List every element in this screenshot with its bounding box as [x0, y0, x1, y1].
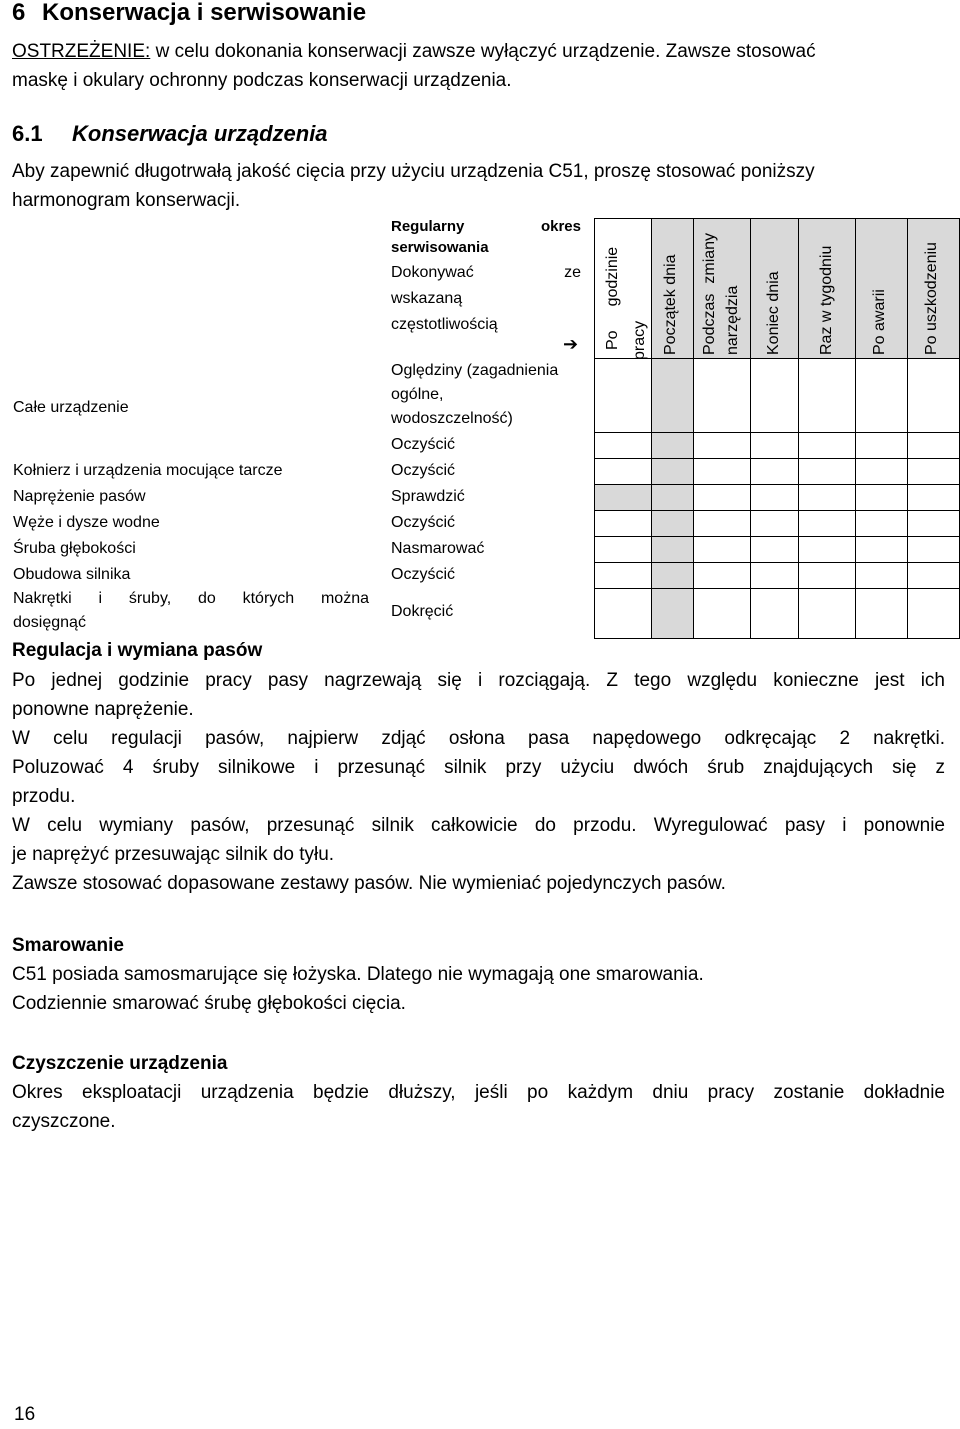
- intro-line-2: harmonogram konserwacji.: [12, 190, 241, 211]
- arrow-right-icon: ➔: [563, 334, 579, 354]
- subsection-title: Konserwacja urządzenia: [72, 121, 328, 146]
- row-part-nakretki: Nakrętki i śruby, do których można dosięgnąć: [13, 590, 369, 631]
- header-l2: wskazaną: [391, 290, 463, 307]
- row-part: Naprężenie pasów: [13, 488, 146, 505]
- grid-line: [855, 218, 856, 639]
- header-l1-right: ze: [564, 264, 581, 281]
- grid-line: [594, 588, 960, 589]
- header-l1-left: Dokonywać: [391, 264, 474, 281]
- row-action: Dokręcić: [391, 603, 454, 620]
- grid-line: [594, 432, 960, 433]
- grid-line: [594, 218, 595, 639]
- col-header-po-godzinie-line1: Pogodzinie: [604, 246, 621, 350]
- shaded-cell: [651, 358, 693, 638]
- header-bold-left: Regularny: [391, 218, 465, 235]
- lubrication-paragraph: C51 posiada samosmarujące się łożyska. Dlatego nie wymagają one smarowania. Codziennie smarować śrubę głębokości cięcia.: [12, 964, 704, 1014]
- grid-line: [594, 484, 960, 485]
- row-action: Oczyścić: [391, 462, 455, 479]
- maintenance-table: [0, 0, 960, 660]
- shaded-cell: [594, 484, 651, 510]
- table-header-instruction: [391, 260, 581, 338]
- col-header-po-uszkodzeniu: Po uszkodzeniu: [923, 242, 940, 355]
- section-number: 6: [12, 0, 26, 26]
- row-action: Oczyścić: [391, 566, 455, 583]
- col-header-koniec-dnia: Koniec dnia: [765, 271, 782, 355]
- grid-line: [594, 562, 960, 563]
- row-action: Nasmarować: [391, 540, 485, 557]
- grid-line: [594, 638, 960, 639]
- grid-line: [750, 218, 751, 639]
- header-l3: częstotliwością: [391, 316, 498, 333]
- section-title: Konserwacja i serwisowanie: [42, 0, 367, 26]
- header-bold-line2: serwisowania: [391, 239, 489, 256]
- row-part-cale-urzadzenie: Całe urządzenie: [13, 399, 129, 416]
- warning-line-1: w celu dokonania konserwacji zawsze wyłączyć urządzenie. Zawsze stosować: [150, 41, 816, 62]
- row-action: Oczyścić: [391, 436, 455, 453]
- col-header-podczas-zmiany: Podczaszmiany: [701, 232, 718, 355]
- cleaning-paragraph: Okres eksploatacji urządzenia będzie dłuższy, jeśli po każdym dniu pracy zostanie dokładnie czyszczone.: [12, 1082, 945, 1132]
- subsection-number: 6.1: [12, 121, 43, 146]
- page-number: 16: [14, 1404, 36, 1425]
- row-action: Sprawdzić: [391, 488, 465, 505]
- regulation-paragraph: Po jednej godzinie pracy pasy nagrzewają się i rozciągają. Z tego względu konieczne jest ich ponowne naprężenie. W celu regulacji pasów, najpierw zdjąć osłona pasa napędowego odkręcając 2 nakrętki. Poluzować 4 śruby silnikowe i przesunąć silnik przy użyciu dwóch śrub znajdujących się z przodu. W celu wymiany pasów, przesunąć silnik całkowicie do przodu. Wyregulować pasy i ponownie je naprężyć przesuwając silnik do tyłu. Zawsze stosować dopasowane zestawy pasów. Nie wymieniać pojedynczych pasów.: [12, 670, 945, 894]
- grid-line: [594, 536, 960, 537]
- table-header-title: [391, 216, 581, 258]
- col-header-po-awarii: Po awarii: [871, 289, 888, 355]
- row-action-ogledziny: Oględziny (zagadnienia ogólne, wodoszczelność): [391, 362, 559, 427]
- col-header-raz-w-tygodniu: Raz w tygodniu: [818, 245, 835, 355]
- lubrication-heading: Smarowanie: [12, 935, 124, 956]
- grid-line: [594, 218, 960, 219]
- col-header-narzedzia: narzędzia: [724, 285, 741, 355]
- grid-line: [907, 218, 908, 639]
- col-header-clip: [630, 300, 652, 358]
- warning-line-2: maskę i okulary ochronny podczas konserwacji urządzenia.: [12, 70, 512, 91]
- warning-label: OSTRZEŻENIE:: [12, 41, 151, 62]
- col-header-po-godzinie-line2: pracy: [631, 320, 648, 360]
- grid-line: [594, 458, 960, 459]
- row-action: Oczyścić: [391, 514, 455, 531]
- grid-line: [594, 510, 960, 511]
- cleaning-heading: Czyszczenie urządzenia: [12, 1053, 228, 1074]
- regulation-heading: Regulacja i wymiana pasów: [12, 640, 263, 661]
- grid-line: [693, 218, 694, 639]
- col-header-poczatek-dnia: Początek dnia: [662, 254, 679, 355]
- row-part: Obudowa silnika: [13, 566, 131, 583]
- grid-line: [651, 218, 652, 639]
- header-bold-right: okres: [540, 218, 581, 235]
- grid-line: [798, 218, 799, 639]
- intro-line-1: Aby zapewnić długotrwałą jakość cięcia przy użyciu urządzenia C51, proszę stosować poniższy: [12, 161, 815, 182]
- row-part: Śruba głębokości: [13, 540, 136, 557]
- col-header-clip: [724, 218, 749, 358]
- row-part: Węże i dysze wodne: [13, 514, 160, 531]
- row-part: Kołnierz i urządzenia mocujące tarcze: [13, 462, 283, 479]
